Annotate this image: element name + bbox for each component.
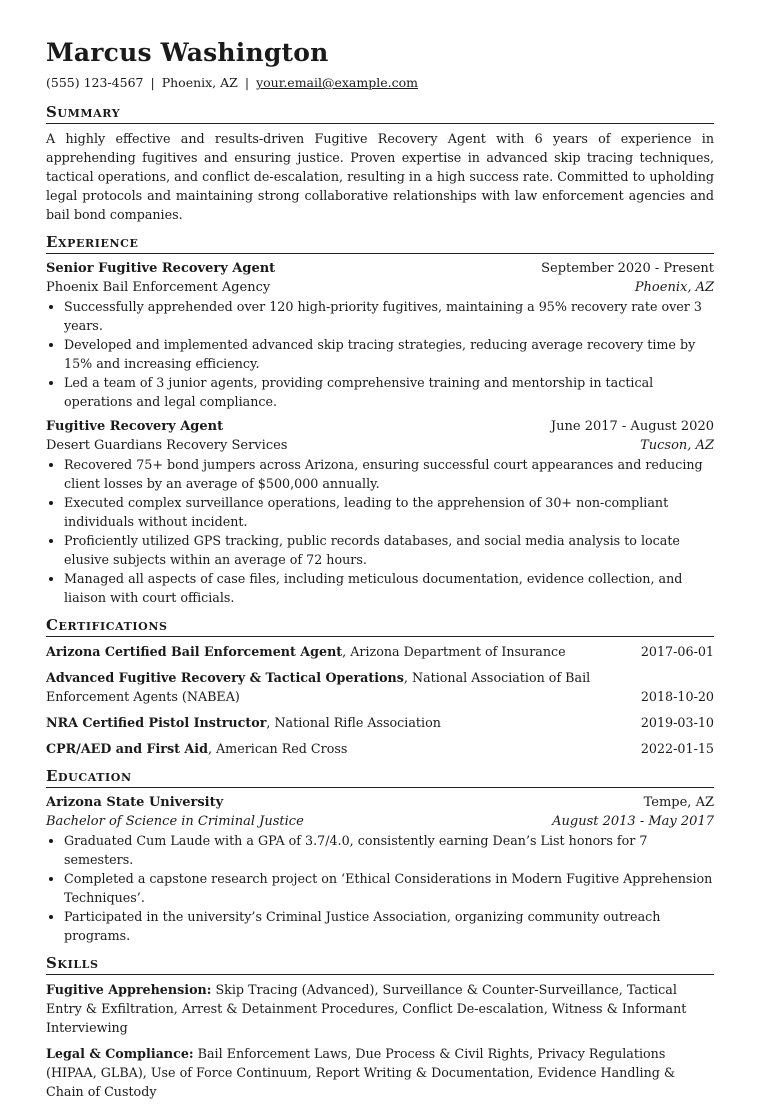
job-bullets — [46, 455, 714, 607]
school-name: Arizona State University — [46, 795, 224, 810]
experience-section — [46, 232, 714, 607]
location: Phoenix, AZ — [161, 75, 238, 90]
skill-group — [46, 980, 714, 1037]
job-entry — [46, 417, 714, 607]
degree-name: Bachelor of Science in Criminal Justice — [46, 814, 304, 829]
bullet-item: • Executed complex surveillance operations, leading to the apprehension of 30+ non-compliant individuals without incident. — [64, 493, 714, 531]
school-location: Tempe, AZ — [643, 795, 714, 810]
job-header — [46, 259, 714, 278]
section-title-summary: Summary — [46, 102, 714, 124]
cert-issuer: , National Association of Bail Enforcement Agents (NABEA) — [46, 670, 591, 704]
cert-issuer: , American Red Cross — [207, 741, 348, 756]
cert-name: Advanced Fugitive Recovery & Tactical Operations — [46, 670, 404, 685]
section-title-certifications: Certifications — [46, 615, 714, 637]
job-location: Phoenix, AZ — [634, 280, 714, 295]
summary-section — [46, 102, 714, 224]
cert-date: 2019-03-10 — [640, 715, 714, 730]
summary-text: A highly effective and results-driven Fugitive Recovery Agent with 6 years of experience in apprehending fugitives and ensuring justice. Proven expertise in advanced skip tracing techniques, tactical operations, and conflict de-escalation, resulting in a high success rate. Committed to upholding legal protocols and maintaining strong collaborative relationships with law enforcement agencies and bail bond companies. — [46, 131, 714, 222]
cert-name: Arizona Certified Bail Enforcement Agent — [46, 644, 343, 659]
education-dates: August 2013 - May 2017 — [552, 814, 714, 829]
certifications-section — [46, 615, 714, 758]
contact-separator: | — [150, 75, 155, 90]
job-company: Phoenix Bail Enforcement Agency — [46, 280, 271, 295]
skill-group-text: Bail Enforcement Laws, Due Process & Civil Rights, Privacy Regulations (HIPAA, GLBA), Use of Force Continuum, Report Writing & Documentation, Evidence Handling & Chain of Custody — [46, 1046, 676, 1099]
section-title-skills: Skills — [46, 953, 714, 975]
bullet-item: • Led a team of 3 junior agents, providing comprehensive training and mentorship in tactical operations and legal compliance. — [64, 373, 714, 411]
cert-issuer: , Arizona Department of Insurance — [342, 644, 566, 659]
cert-date: 2018-10-20 — [640, 689, 714, 704]
job-role: Senior Fugitive Recovery Agent — [46, 261, 276, 276]
education-subheader — [46, 812, 714, 831]
cert-name: CPR/AED and First Aid — [46, 741, 208, 756]
bullet-item: • Developed and implemented advanced skip tracing strategies, reducing average recovery time by 15% and increasing efficiency. — [64, 335, 714, 373]
job-header — [46, 417, 714, 436]
contact-separator: | — [244, 75, 250, 90]
job-entry — [46, 259, 714, 411]
contact-line — [46, 74, 714, 92]
job-subheader — [46, 436, 714, 455]
bullet-item: • Successfully apprehended over 120 high-priority fugitives, maintaining a 95% recovery rate over 3 years. — [64, 297, 714, 335]
skill-group-text: Skip Tracing (Advanced), Surveillance & Counter-Surveillance, Tactical Entry & Exfiltration, Arrest & Detainment Procedures, Conflict De-escalation, Witness & Informant Interviewing — [46, 982, 687, 1035]
bullet-item: • Proficiently utilized GPS tracking, public records databases, and social media analysis to locate elusive subjects within an average of 72 hours. — [64, 531, 714, 569]
job-bullets — [46, 297, 714, 411]
cert-date: 2022-01-15 — [640, 741, 714, 756]
certification-entry — [46, 739, 714, 758]
job-subheader — [46, 278, 714, 297]
skill-group-label: Legal & Compliance: — [46, 1046, 194, 1061]
section-title-experience: Experience — [46, 232, 714, 254]
bullet-item: • Completed a capstone research project on ‘Ethical Considerations in Modern Fugitive Apprehension Techniques’. — [64, 869, 714, 907]
email-link[interactable]: your.email@example.com — [256, 75, 418, 90]
cert-date: 2017-06-01 — [640, 644, 714, 659]
skills-section — [46, 953, 714, 1101]
bullet-item: • Managed all aspects of case files, including meticulous documentation, evidence collection, and liaison with court officials. — [64, 569, 714, 607]
certification-entry — [46, 642, 714, 661]
job-company: Desert Guardians Recovery Services — [46, 438, 288, 453]
bullet-item: • Graduated Cum Laude with a GPA of 3.7/4.0, consistently earning Dean’s List honors for 7 semesters. — [64, 831, 714, 869]
education-section — [46, 766, 714, 945]
resume-page — [46, 36, 714, 1108]
certification-entry — [46, 713, 714, 732]
skill-group — [46, 1044, 714, 1101]
bullet-item: • Recovered 75+ bond jumpers across Arizona, ensuring successful court appearances and reducing client losses by an average of $500,000 annually. — [64, 455, 714, 493]
job-dates: June 2017 - August 2020 — [550, 419, 714, 434]
section-title-education: Education — [46, 766, 714, 788]
job-dates: September 2020 - Present — [541, 261, 714, 276]
job-role: Fugitive Recovery Agent — [46, 419, 224, 434]
cert-issuer: , National Rifle Association — [266, 715, 441, 730]
education-bullets — [46, 831, 714, 945]
candidate-name: Marcus Washington — [46, 38, 329, 67]
phone-number: (555) 123-4567 — [46, 75, 144, 90]
skill-group-label: Fugitive Apprehension: — [46, 982, 212, 997]
cert-name: NRA Certified Pistol Instructor — [46, 715, 267, 730]
certification-entry — [46, 668, 714, 706]
job-location: Tucson, AZ — [640, 438, 714, 453]
bullet-item: • Participated in the university’s Criminal Justice Association, organizing community outreach programs. — [64, 907, 714, 945]
education-header — [46, 793, 714, 812]
